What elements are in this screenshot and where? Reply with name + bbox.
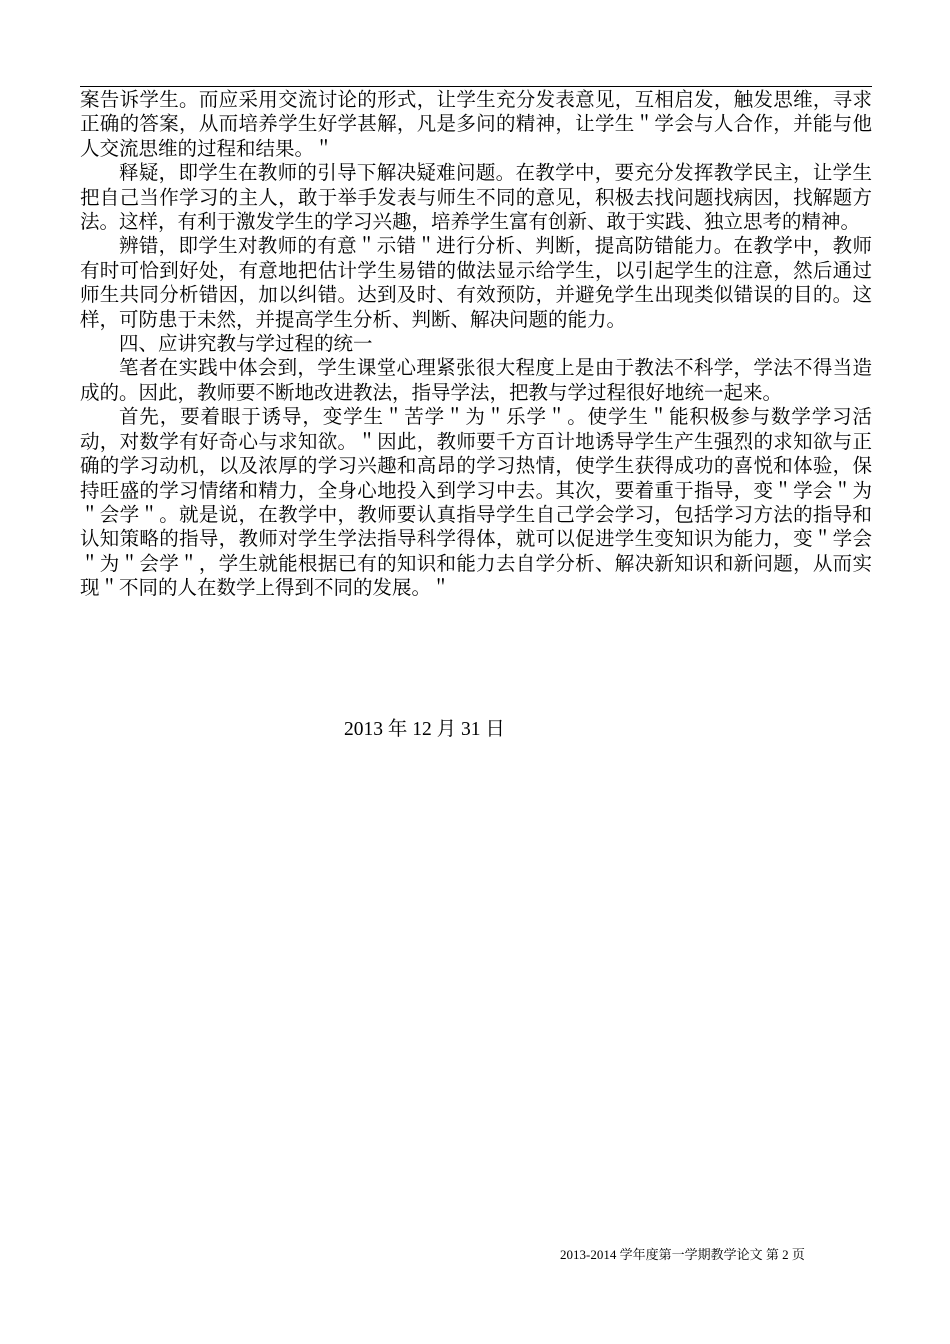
paragraph-clarify-doubts: 释疑，即学生在教师的引导下解决疑难问题。在教学中，要充分发挥教学民主，让学生把自己当作学习的主人，敢于举手发表与师生不同的意见，积极去找问题找病因，找解题方法。这样，有利于激发学生的学习兴趣，培养学生富有创新、敢于实践、独立思考的精神。 — [80, 161, 872, 234]
document-date: 2013 年 12 月 31 日 — [344, 719, 505, 740]
paragraph-guidance: 首先，要着眼于诱导，变学生＂苦学＂为＂乐学＂。使学生＂能积极参与数学学习活动，对数学有好奇心与求知欲。＂因此，教师要千方百计地诱导学生产生强烈的求知欲与正确的学习动机，以及浓厚的学习兴趣和高昂的学习热情，使学生获得成功的喜悦和体验，保持旺盛的学习情绪和精力，全身心地投入到学习中去。其次，要着重于指导，变＂学会＂为＂会学＂。就是说，在教学中，教师要认真指导学生自己学会学习，包括学习方法的指导和认知策略的指导，教师对学生学法指导科学得体，就可以促进学生变知识为能力，变＂学会＂为＂会学＂，学生就能根据已有的知识和能力去自学分析、解决新知识和新问题，从而实现＂不同的人在数学上得到不同的发展。＂ — [80, 405, 872, 600]
section-heading-4: 四、应讲究教与学过程的统一 — [119, 332, 373, 356]
document-body — [80, 88, 872, 601]
paragraph-identify-errors: 辨错，即学生对教师的有意＂示错＂进行分析、判断，提高防错能力。在教学中，教师有时可恰到好处，有意地把估计学生易错的做法显示给学生，以引起学生的注意，然后通过师生共同分析错因，加以纠错。达到及时、有效预防，并避免学生出现类似错误的目的。这样，可防患于未然，并提高学生分析、判断、解决问题的能力。 — [80, 234, 872, 331]
paragraph-practice-experience: 笔者在实践中体会到，学生课堂心理紧张很大程度上是由于教法不科学，学法不得当造成的。因此，教师要不断地改进教法，指导学法，把教与学过程很好地统一起来。 — [80, 356, 872, 404]
header-rule — [80, 86, 872, 87]
paragraph-continuation: 案告诉学生。而应采用交流讨论的形式，让学生充分发表意见，互相启发，触发思维，寻求正确的答案，从而培养学生好学甚解，凡是多问的精神，让学生＂学会与人合作，并能与他人交流思维的过程和结果。＂ — [80, 88, 872, 160]
page-footer: 2013-2014 学年度第一学期教学论文 第 2 页 — [560, 1247, 805, 1262]
